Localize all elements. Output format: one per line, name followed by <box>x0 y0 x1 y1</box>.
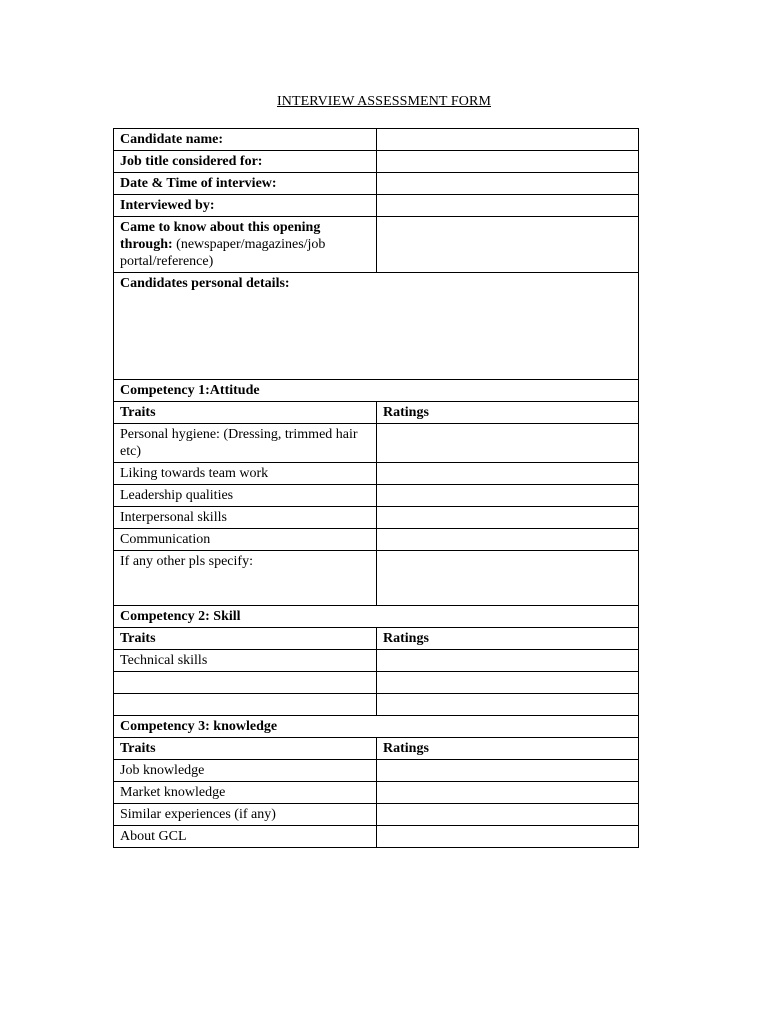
table-row <box>114 507 639 529</box>
competency3-title: Competency 3: knowledge <box>114 716 639 738</box>
table-row <box>114 826 639 848</box>
competency2-traits-header: Traits <box>114 628 377 650</box>
row-came-to-know <box>114 217 639 273</box>
competency3-header-row <box>114 738 639 760</box>
rating-field[interactable] <box>377 782 639 804</box>
trait-label: Market knowledge <box>114 782 377 804</box>
row-job-title <box>114 151 639 173</box>
table-row <box>114 424 639 463</box>
competency2-title: Competency 2: Skill <box>114 606 639 628</box>
competency3-traits-header: Traits <box>114 738 377 760</box>
rating-field[interactable] <box>377 551 639 606</box>
came-to-know-field[interactable] <box>377 217 639 273</box>
rating-field[interactable] <box>377 804 639 826</box>
competency3-title-row <box>114 716 639 738</box>
personal-details-field[interactable]: Candidates personal details: <box>114 273 639 380</box>
table-row <box>114 672 639 694</box>
table-row <box>114 804 639 826</box>
trait-label[interactable] <box>114 672 377 694</box>
trait-label: Interpersonal skills <box>114 507 377 529</box>
came-to-know-label-bold: Came to know about this opening through: <box>120 220 321 252</box>
trait-label[interactable] <box>114 694 377 716</box>
table-row <box>114 463 639 485</box>
assessment-table <box>113 128 639 848</box>
came-to-know-label <box>114 217 377 273</box>
row-candidate-name <box>114 129 639 151</box>
row-interviewed-by <box>114 195 639 217</box>
trait-label: If any other pls specify: <box>114 551 377 606</box>
competency2-header-row <box>114 628 639 650</box>
form-title: INTERVIEW ASSESSMENT FORM <box>276 94 491 109</box>
date-time-label: Date & Time of interview: <box>114 173 377 195</box>
trait-label: Personal hygiene: (Dressing, trimmed hair etc) <box>114 424 377 463</box>
trait-label: Similar experiences (if any) <box>114 804 377 826</box>
trait-label: Communication <box>114 529 377 551</box>
table-row <box>114 551 639 606</box>
interviewed-by-label: Interviewed by: <box>114 195 377 217</box>
job-title-field[interactable] <box>377 151 639 173</box>
candidate-name-field[interactable] <box>377 129 639 151</box>
trait-label: Liking towards team work <box>114 463 377 485</box>
table-row <box>114 782 639 804</box>
job-title-label: Job title considered for: <box>114 151 377 173</box>
competency1-title-row <box>114 380 639 402</box>
rating-field[interactable] <box>377 694 639 716</box>
table-row <box>114 694 639 716</box>
table-row <box>114 650 639 672</box>
table-row <box>114 485 639 507</box>
rating-field[interactable] <box>377 507 639 529</box>
row-personal-details <box>114 273 639 380</box>
competency2-ratings-header: Ratings <box>377 628 639 650</box>
date-time-field[interactable] <box>377 173 639 195</box>
rating-field[interactable] <box>377 826 639 848</box>
interviewed-by-field[interactable] <box>377 195 639 217</box>
competency1-header-row <box>114 402 639 424</box>
table-row <box>114 529 639 551</box>
rating-field[interactable] <box>377 760 639 782</box>
rating-field[interactable] <box>377 463 639 485</box>
candidate-name-label: Candidate name: <box>114 129 377 151</box>
trait-label: Job knowledge <box>114 760 377 782</box>
rating-field[interactable] <box>377 672 639 694</box>
competency1-traits-header: Traits <box>114 402 377 424</box>
table-row <box>114 760 639 782</box>
rating-field[interactable] <box>377 424 639 463</box>
trait-label: Technical skills <box>114 650 377 672</box>
competency1-ratings-header: Ratings <box>377 402 639 424</box>
came-to-know-label-options: (newspaper/magazines/job portal/reference) <box>120 237 326 269</box>
rating-field[interactable] <box>377 485 639 507</box>
trait-label: About GCL <box>114 826 377 848</box>
rating-field[interactable] <box>377 650 639 672</box>
competency2-title-row <box>114 606 639 628</box>
competency1-title: Competency 1:Attitude <box>114 380 639 402</box>
trait-label: Leadership qualities <box>114 485 377 507</box>
rating-field[interactable] <box>377 529 639 551</box>
competency3-ratings-header: Ratings <box>377 738 639 760</box>
row-date-time <box>114 173 639 195</box>
